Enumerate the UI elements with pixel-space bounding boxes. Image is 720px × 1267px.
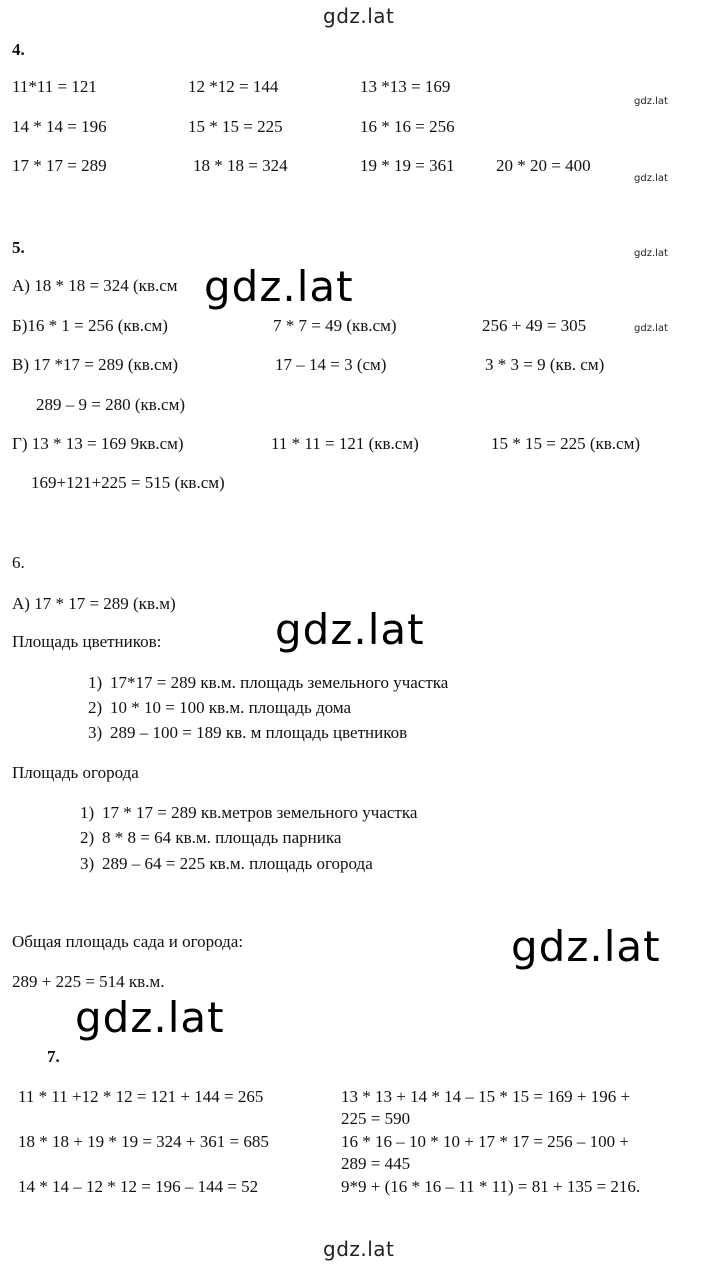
flowers-title: Площадь цветников: <box>12 632 162 651</box>
task5-line-a: А) 18 * 18 = 324 (кв.см <box>12 276 178 295</box>
task5-number: 5. <box>12 238 25 257</box>
task7-number: 7. <box>47 1047 60 1066</box>
task5-line-b: 256 + 49 = 305 <box>482 316 587 335</box>
watermark-small: gdz.lat <box>634 96 668 107</box>
task6-number: 6. <box>12 553 25 572</box>
list-item: 1) 17 * 17 = 289 кв.метров земельного участка <box>80 803 418 822</box>
task5-line-g2: 169+121+225 = 515 (кв.см) <box>31 473 225 492</box>
task5-line-v2: 289 – 9 = 280 (кв.см) <box>36 395 185 414</box>
task4-cell: 14 * 14 = 196 <box>12 117 107 136</box>
total-value: 289 + 225 = 514 кв.м. <box>12 972 165 991</box>
watermark-small: gdz.lat <box>634 248 668 259</box>
task7-left-line: 14 * 14 – 12 * 12 = 196 – 144 = 52 <box>18 1177 259 1196</box>
task4-cell: 12 *12 = 144 <box>188 77 279 96</box>
list-item: 3) 289 – 100 = 189 кв. м площадь цветников <box>88 723 408 742</box>
list-item: 3) 289 – 64 = 225 кв.м. площадь огорода <box>80 854 373 873</box>
task5-line-b: 7 * 7 = 49 (кв.см) <box>273 316 397 335</box>
task5-line-v: 3 * 3 = 9 (кв. см) <box>485 355 605 374</box>
task4-number: 4. <box>12 40 25 59</box>
task7-left-line: 11 * 11 +12 * 12 = 121 + 144 = 265 <box>18 1087 264 1106</box>
task5-line-b: Б)16 * 1 = 256 (кв.см) <box>12 316 168 335</box>
total-title: Общая площадь сада и огорода: <box>12 932 244 951</box>
watermark-small: gdz.lat <box>634 173 668 184</box>
task7-right-line: 16 * 16 – 10 * 10 + 17 * 17 = 256 – 100 + <box>341 1132 630 1151</box>
task4-cell: 16 * 16 = 256 <box>360 117 455 136</box>
task7-right-line: 13 * 13 + 14 * 14 – 15 * 15 = 169 + 196 + <box>341 1087 631 1106</box>
task7-left-line: 18 * 18 + 19 * 19 = 324 + 361 = 685 <box>18 1132 269 1151</box>
task4-cell: 18 * 18 = 324 <box>193 156 288 175</box>
task4-cell: 20 * 20 = 400 <box>496 156 591 175</box>
task5-line-g: Г) 13 * 13 = 169 9кв.см) <box>12 434 184 453</box>
task4-cell: 13 *13 = 169 <box>360 77 451 96</box>
list-item: 1) 17*17 = 289 кв.м. площадь земельного участка <box>88 673 449 692</box>
watermark-small: gdz.lat <box>634 323 668 334</box>
watermark-top: gdz.lat <box>323 4 395 28</box>
watermark-big: gdz.lat <box>511 922 661 971</box>
task5-line-v: 17 – 14 = 3 (см) <box>275 355 387 374</box>
task7-right-line: 9*9 + (16 * 16 – 11 * 11) = 81 + 135 = 216. <box>341 1177 641 1196</box>
task7-right-line: 289 = 445 <box>341 1154 411 1173</box>
task5-line-v: В) 17 *17 = 289 (кв.см) <box>12 355 178 374</box>
watermark-big: gdz.lat <box>75 993 225 1042</box>
task4-cell: 15 * 15 = 225 <box>188 117 283 136</box>
list-item: 2) 8 * 8 = 64 кв.м. площадь парника <box>80 828 342 847</box>
task7-right-line: 225 = 590 <box>341 1109 411 1128</box>
task4-cell: 11*11 = 121 <box>12 77 97 96</box>
task5-line-g: 15 * 15 = 225 (кв.см) <box>491 434 640 453</box>
watermark-big: gdz.lat <box>275 605 425 654</box>
watermark-big: gdz.lat <box>204 262 354 311</box>
task4-cell: 19 * 19 = 361 <box>360 156 455 175</box>
list-item: 2) 10 * 10 = 100 кв.м. площадь дома <box>88 698 352 717</box>
task6-line-a: А) 17 * 17 = 289 (кв.м) <box>12 594 176 613</box>
task4-cell: 17 * 17 = 289 <box>12 156 107 175</box>
garden-title: Площадь огорода <box>12 763 139 782</box>
task5-line-g: 11 * 11 = 121 (кв.см) <box>271 434 419 453</box>
watermark-bottom: gdz.lat <box>323 1237 395 1261</box>
